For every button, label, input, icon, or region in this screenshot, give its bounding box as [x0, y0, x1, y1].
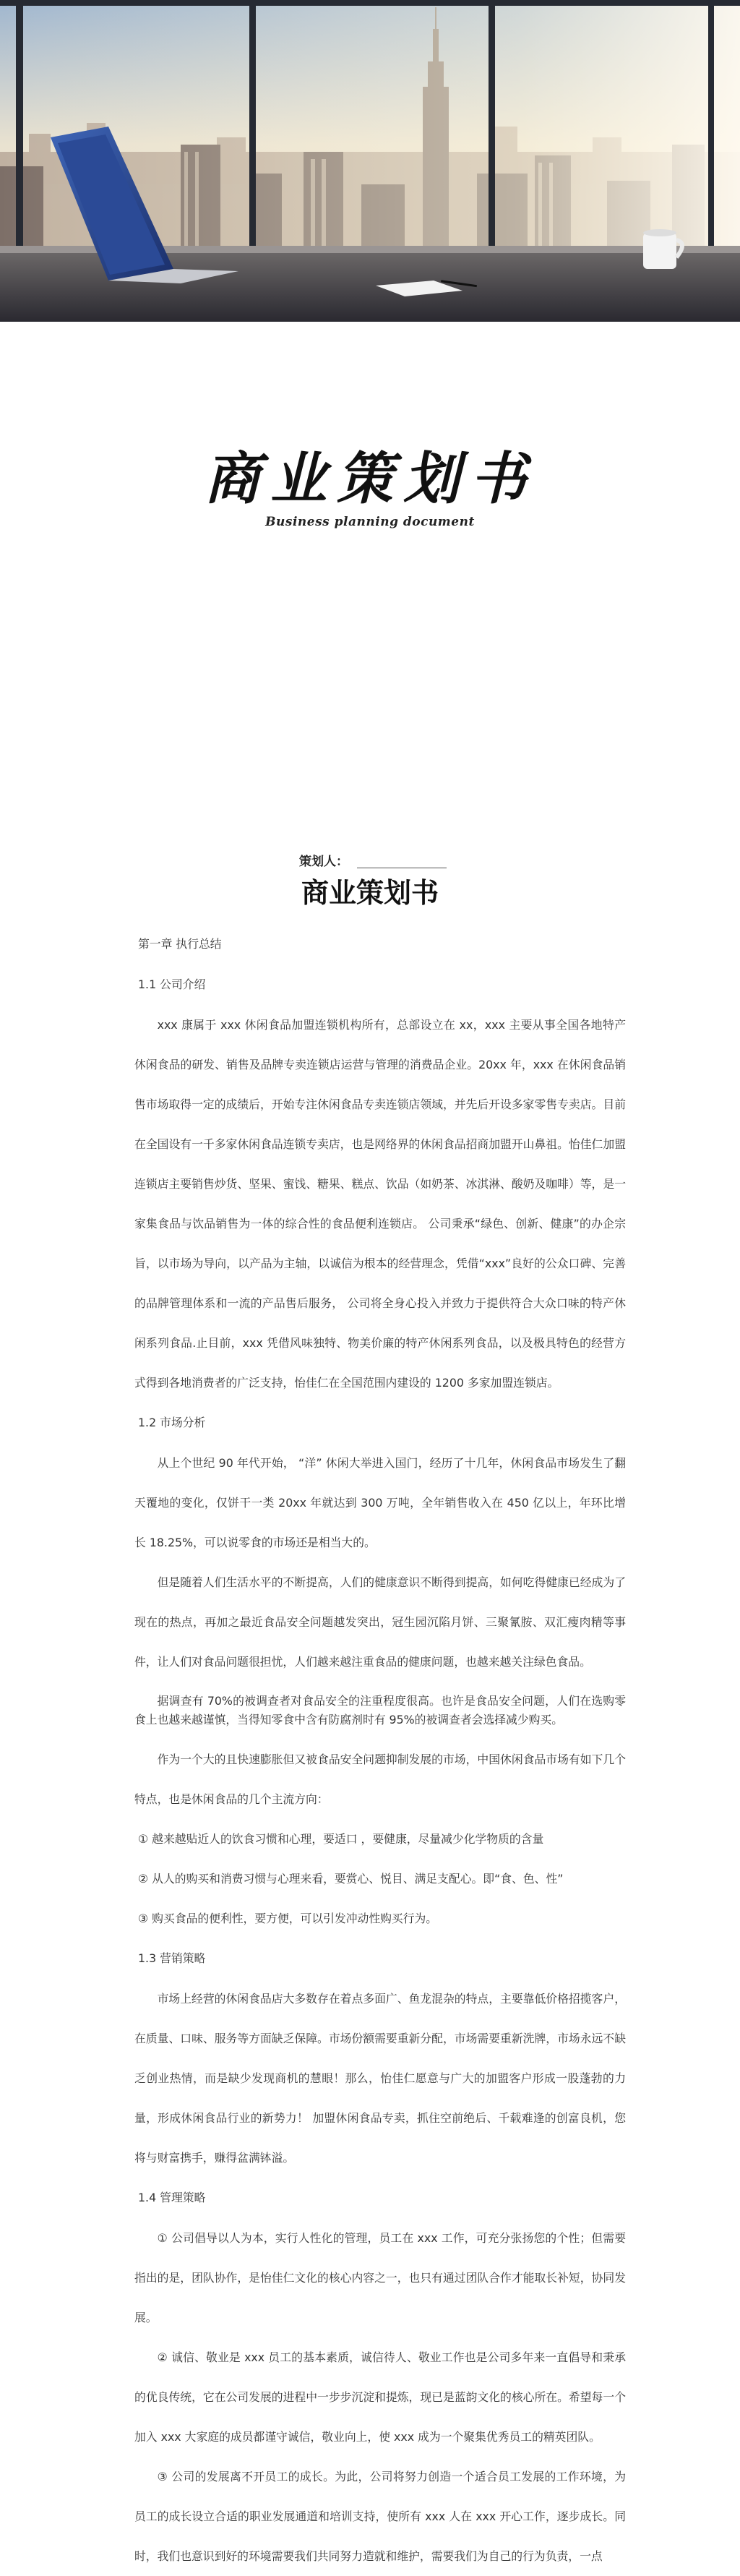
- paragraph: 市场上经营的休闲食品店大多数存在着点多面广、鱼龙混杂的特点，主要靠低价格招揽客户，在质量、口味、服务等方面缺乏保障。市场份额需要重新分配，市场需要重新洗牌，市场永远不缺乏创业热情，而是缺少发现商机的慧眼！那么，怡佳仁愿意与广大的加盟客户形成一股蓬勃的力量，形成休闲食品行业的新势力！ 加盟休闲食品专卖，抓住空前绝后、千载难逢的创富良机，您将与财富携手，赚得盆满钵溢。: [134, 1992, 626, 2165]
- hero-office-city-image: [0, 0, 740, 322]
- paragraph: 据调查有 70%的被调查者对食品安全的注重程度很高。也许是食品安全问题，人们在选购零食上也越来越谨慎，当得知零食中含有防腐剂时有 95%的被调查者会选择减少购买。: [134, 1694, 626, 1726]
- paragraph: 从上个世纪 90 年代开始， “洋” 休闲大举进入国门，经历了十几年，休闲食品市场发生了翻天覆地的变化，仅饼干一类 20xx 年就达到 300 万吨，全年销售收入在 450 亿以上，年环比增长 18.25%，可以说零食的市场还是相当大的。: [134, 1456, 626, 1549]
- section-heading: 1.4 管理策略: [138, 2191, 206, 2204]
- chapter-heading: 第一章 执行总结: [138, 937, 222, 951]
- list-item: ② 从人的购买和消费习惯与心理来看，要赏心、悦目、满足支配心。即“食、色、性”: [138, 1872, 564, 1886]
- cover-subtitle: Business planning document: [265, 515, 475, 529]
- document-title: 商业策划书: [301, 877, 439, 909]
- paragraph: xxx 康属于 xxx 休闲食品加盟连锁机构所有，总部设立在 xx，xxx 主要从事全国各地特产休闲食品的研发、销售及品牌专卖连锁店运营与管理的消费品企业。20xx 年，xxx 在休闲食品销售市场取得一定的成绩后，开始专注休闲食品专卖连锁店领域，并先后开设多家零售专卖店。目前在全国设有一千多家休闲食品连锁专卖店，也是网络界的休闲食品招商加盟开山鼻祖。怡佳仁加盟连锁店主要销售炒货、坚果、蜜饯、糖果、糕点、饮品（如奶茶、冰淇淋、酸奶及咖啡）等，是一家集食品与饮品销售为一体的综合性的食品便利连锁店。 公司秉承“绿色、创新、健康”的办企宗旨，以市场为导向，以产品为主轴，以诚信为根本的经营理念，凭借“xxx”良好的公众口碑、完善的品牌管理体系和一流的产品售后服务， 公司将全身心投入并致力于提供符合大众口味的特产休闲系列食品.止目前，xxx 凭借风味独特、物美价廉的特产休闲系列食品，以及极具特色的经营方式得到各地消费者的广泛支持，怡佳仁在全国范围内建设的 1200 多家加盟连锁店。: [134, 1018, 626, 1390]
- section-heading: 1.3 营销策略: [138, 1951, 206, 1965]
- list-item: ① 越来越贴近人的饮食习惯和心理，要适口 ，要健康，尽量减少化学物质的含量: [138, 1832, 544, 1846]
- paragraph: ① 公司倡导以人为本，实行人性化的管理，员工在 xxx 工作，可充分张扬您的个性；但需要指出的是，团队协作，是怡佳仁文化的核心内容之一，也只有通过团队合作才能取长补短，协同发展。: [134, 2231, 626, 2324]
- paragraph: ② 诚信、敬业是 xxx 员工的基本素质，诚信待人、敬业工作也是公司多年来一直倡导和秉承的优良传统，它在公司发展的进程中一步步沉淀和提炼，现已是蓝韵文化的核心所在。希望每一个加入 xxx 大家庭的成员都谨守诚信，敬业向上，使 xxx 成为一个聚集优秀员工的精英团队。: [134, 2350, 626, 2444]
- section-heading: 1.1 公司介绍: [138, 977, 206, 991]
- section-heading: 1.2 市场分析: [138, 1416, 206, 1429]
- list-item: ③ 购买食品的便利性，要方便，可以引发冲动性购买行为。: [138, 1912, 438, 1925]
- paragraph: 作为一个大的且快速膨胀但又被食品安全问题抑制发展的市场，中国休闲食品市场有如下几个特点，也是休闲食品的几个主流方向：: [134, 1753, 626, 1806]
- planner-label: 策划人：: [299, 855, 348, 869]
- paragraph: ③ 公司的发展离不开员工的成长。为此，公司将努力创造一个适合员工发展的工作环境，为员工的成长设立合适的职业发展通道和培训支持，使所有 xxx 人在 xxx 开心工作，逐步成长。同时，我们也意识到好的环境需要我们共同努力造就和维护，需要我们为自己的行为负责，一点: [134, 2470, 626, 2563]
- document-body: [134, 924, 626, 2576]
- cover-title: 商业策划书: [203, 446, 536, 512]
- paragraph: 但是随着人们生活水平的不断提高，人们的健康意识不断得到提高，如何吃得健康已经成为了现在的热点，再加之最近食品安全问题越发突出，冠生园沉陷月饼、三聚氰胺、双汇瘦肉精等事件，让人们对食品问题很担忧，人们越来越注重食品的健康问题，也越来越关注绿色食品。: [134, 1575, 626, 1669]
